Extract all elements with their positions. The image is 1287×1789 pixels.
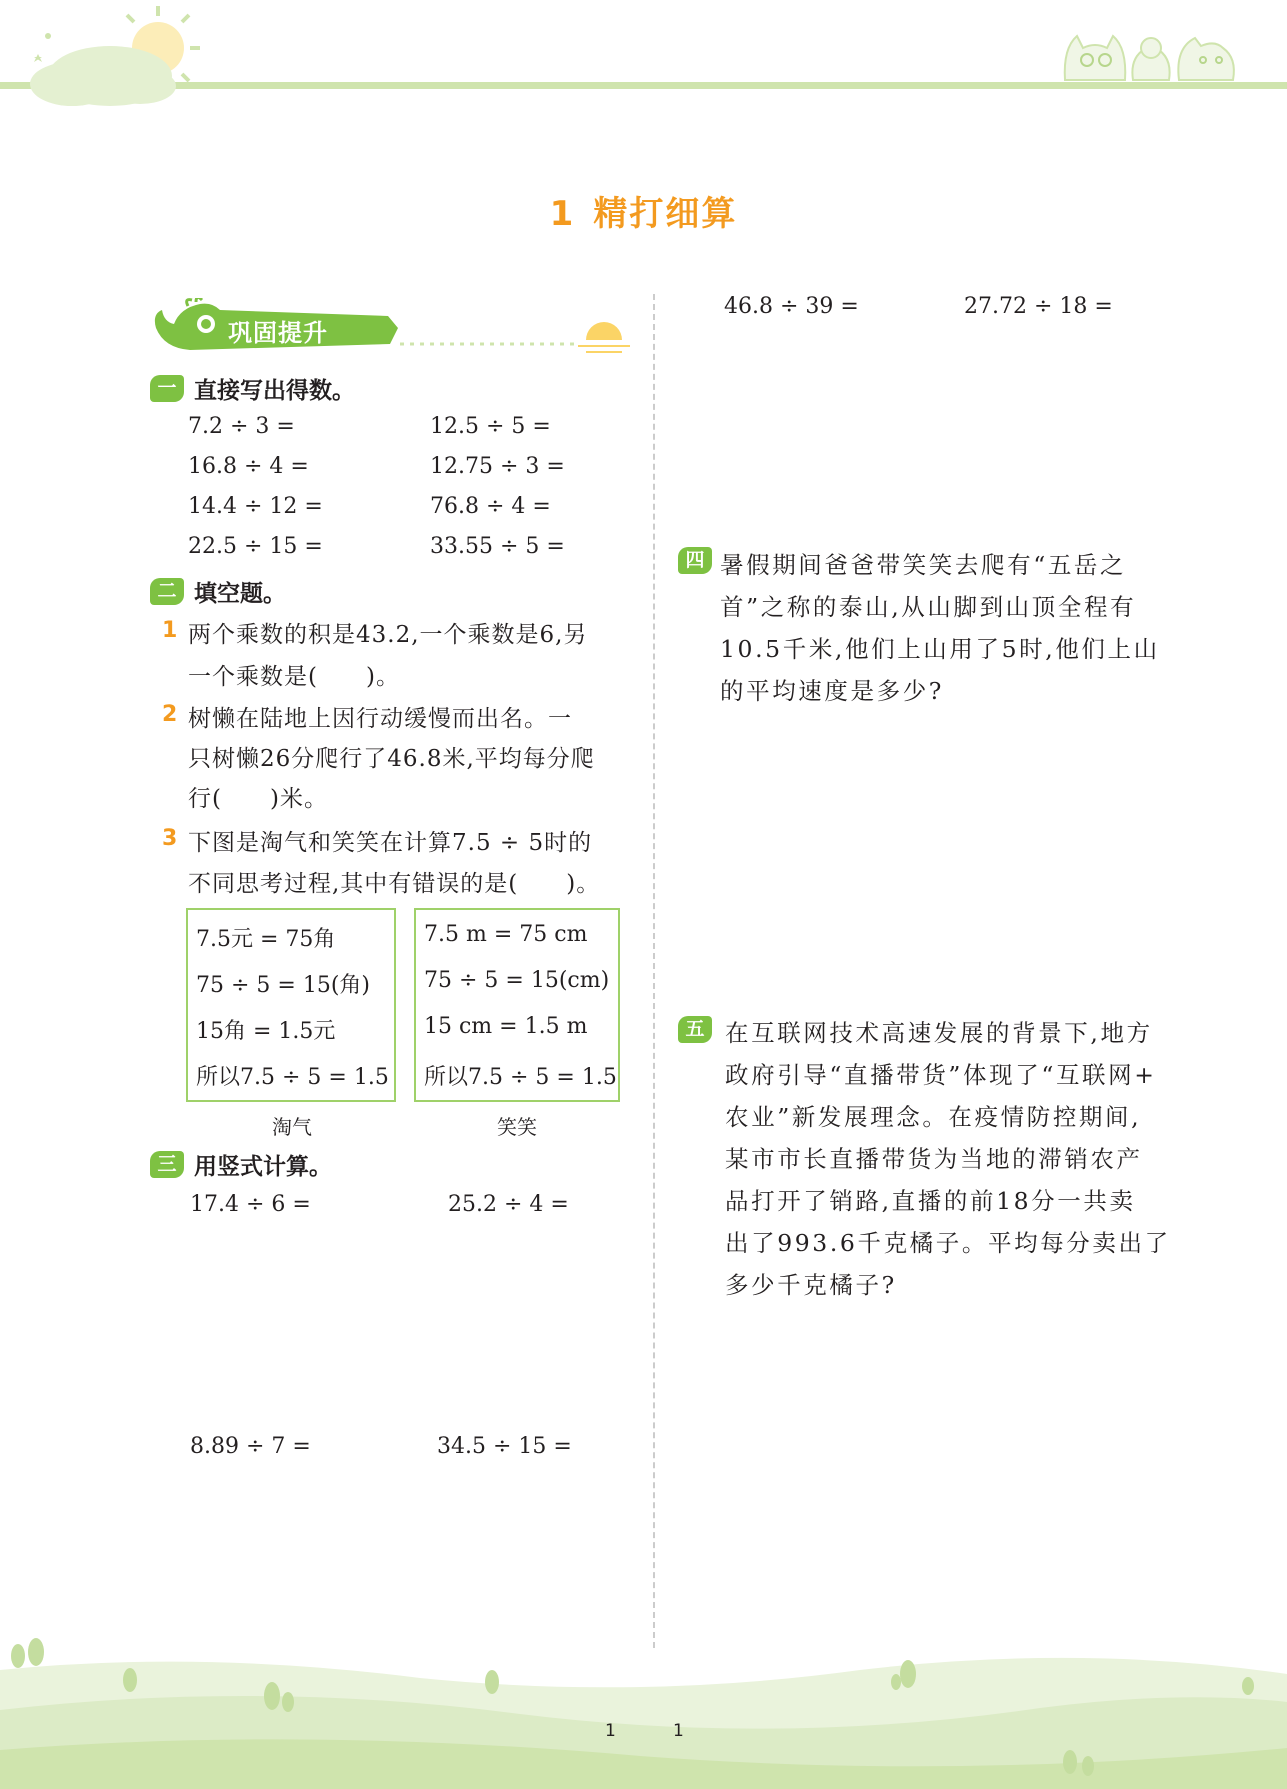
xiaoxiao-line-4: 所以7.5 ÷ 5 = 1.5 <box>424 1065 617 1090</box>
s4-line-1: 暑假期间爸爸带笑笑去爬有“五岳之 <box>720 551 1127 579</box>
taoqi-line-1: 7.5元 = 75角 <box>196 927 336 952</box>
section2-heading-text: 填空题。 <box>194 581 286 607</box>
q3-number: 3 <box>162 826 178 851</box>
q1-number: 1 <box>162 618 178 643</box>
section1-badge: 一 <box>150 375 184 402</box>
s1-equation-right-1: 12.5 ÷ 5 = <box>430 414 551 439</box>
section3-heading <box>150 1148 332 1181</box>
taoqi-line-4: 所以7.5 ÷ 5 = 1.5 <box>196 1065 389 1090</box>
q2-number: 2 <box>162 702 178 727</box>
xiaoxiao-caption: 笑笑 <box>497 1115 537 1139</box>
s5-line-2: 政府引导“直播带货”体现了“互联网+ <box>725 1061 1157 1089</box>
taoqi-line-3: 15角 = 1.5元 <box>196 1019 336 1044</box>
q3-line-2: 不同思考过程,其中有错误的是( )。 <box>188 871 601 897</box>
s3-equation-3: 8.89 ÷ 7 = <box>190 1434 311 1459</box>
section4-badge: 四 <box>678 547 712 574</box>
s3-equation-1: 17.4 ÷ 6 = <box>190 1192 311 1217</box>
s3-equation-6: 27.72 ÷ 18 = <box>964 294 1113 319</box>
q1-line-2: 一个乘数是( )。 <box>188 664 400 690</box>
q2-line-2: 只树懒26分爬行了46.8米,平均每分爬 <box>188 746 595 772</box>
s4-line-2: 首”之称的泰山,从山脚到山顶全程有 <box>720 593 1137 621</box>
page-title <box>0 186 1287 235</box>
q3-line-1: 下图是淘气和笑笑在计算7.5 ÷ 5时的 <box>188 830 593 856</box>
s4-line-4: 的平均速度是多少? <box>720 677 944 705</box>
section2-badge: 二 <box>150 578 184 605</box>
s3-equation-5: 46.8 ÷ 39 = <box>724 294 859 319</box>
xiaoxiao-line-3: 15 cm = 1.5 m <box>424 1014 588 1039</box>
s1-equation-left-4: 22.5 ÷ 15 = <box>188 534 323 559</box>
s5-line-7: 多少千克橘子? <box>725 1271 897 1299</box>
section4-heading <box>678 547 722 574</box>
q2-line-3: 行( )米。 <box>188 786 328 812</box>
s5-line-1: 在互联网技术高速发展的背景下,地方 <box>725 1019 1153 1047</box>
q2-line-1: 树懒在陆地上因行动缓慢而出名。一 <box>188 706 572 732</box>
s5-line-3: 农业”新发展理念。在疫情防控期间, <box>725 1103 1142 1131</box>
section2-heading <box>150 575 286 608</box>
title-number: 1 <box>549 194 576 234</box>
q1-line-1: 两个乘数的积是43.2,一个乘数是6,另 <box>188 622 588 648</box>
s1-equation-right-3: 76.8 ÷ 4 = <box>430 494 551 519</box>
banner-label: 巩固提升 <box>228 319 328 347</box>
s1-equation-left-2: 16.8 ÷ 4 = <box>188 454 309 479</box>
s4-line-3: 10.5千米,他们上山用了5时,他们上山 <box>720 635 1160 663</box>
s5-line-5: 品打开了销路,直播的前18分一共卖 <box>725 1187 1136 1215</box>
title-text: 精打细算 <box>593 194 738 234</box>
page-number-left: 1 <box>605 1721 616 1741</box>
banner-whale-icon <box>150 298 630 360</box>
hills-landscape-icon <box>0 1630 1287 1789</box>
taoqi-line-2: 75 ÷ 5 = 15(角) <box>196 973 370 998</box>
s3-equation-4: 34.5 ÷ 15 = <box>437 1434 572 1459</box>
section5-badge: 五 <box>678 1016 712 1043</box>
s5-line-6: 出了993.6千克橘子。平均每分卖出了 <box>725 1229 1171 1257</box>
page-number-right: 1 <box>673 1721 684 1741</box>
section5-heading <box>678 1016 722 1043</box>
xiaoxiao-line-1: 7.5 m = 75 cm <box>424 922 588 947</box>
xiaoxiao-line-2: 75 ÷ 5 = 15(cm) <box>424 968 610 993</box>
cloud-sun-icon <box>0 0 210 120</box>
section3-heading-text: 用竖式计算。 <box>194 1154 332 1180</box>
s1-equation-right-2: 12.75 ÷ 3 = <box>430 454 565 479</box>
s1-equation-left-1: 7.2 ÷ 3 = <box>188 414 295 439</box>
s3-equation-2: 25.2 ÷ 4 = <box>448 1192 569 1217</box>
taoqi-caption: 淘气 <box>272 1115 312 1139</box>
section1-heading-text: 直接写出得数。 <box>194 378 355 404</box>
section1-heading <box>150 372 355 405</box>
s1-equation-right-4: 33.55 ÷ 5 = <box>430 534 565 559</box>
s5-line-4: 某市市长直播带货为当地的滞销农产 <box>725 1145 1143 1173</box>
section3-badge: 三 <box>150 1151 184 1178</box>
animal-friends-icon <box>1055 18 1255 88</box>
s1-equation-left-3: 14.4 ÷ 12 = <box>188 494 323 519</box>
column-divider <box>653 294 655 1648</box>
